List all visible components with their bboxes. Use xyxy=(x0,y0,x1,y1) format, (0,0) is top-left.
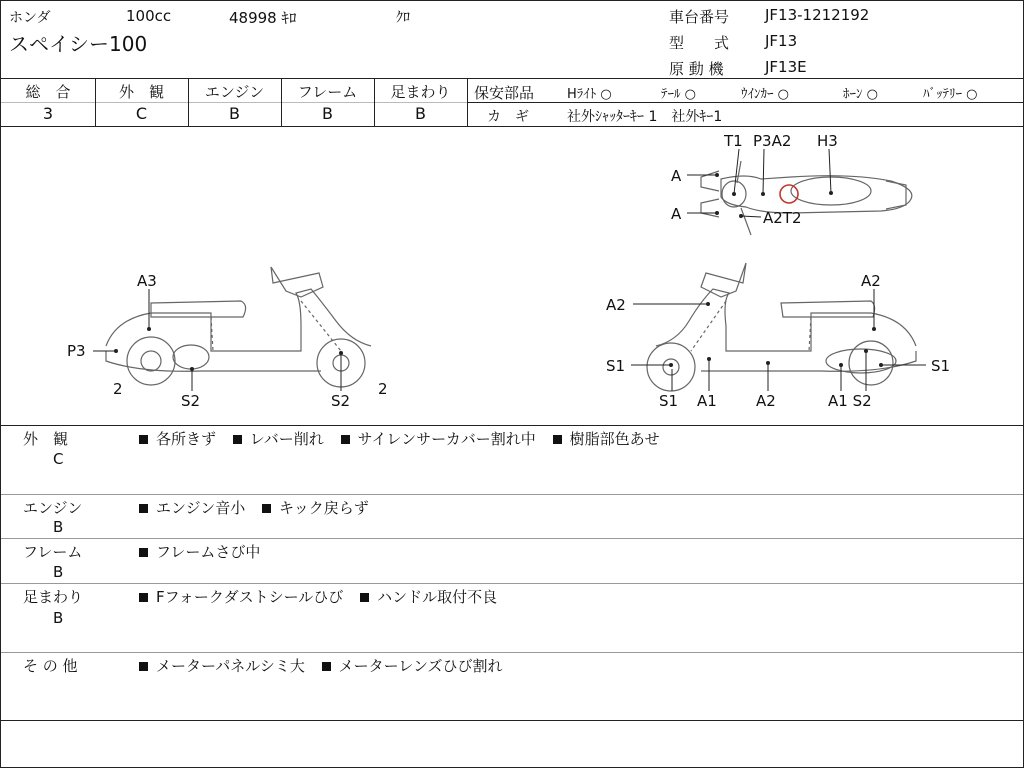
list-item: 樹脂部色あせ xyxy=(553,428,660,449)
label-p3a2: P3A2 xyxy=(753,132,792,150)
label-a-top2: A xyxy=(671,205,682,223)
model-name: スペイシー100 xyxy=(9,32,148,56)
divider xyxy=(1,494,1023,495)
mileage: 48998 ｷﾛ xyxy=(229,9,297,27)
safety-horn: ﾎｰﾝ ○ xyxy=(843,87,878,102)
list-item: Fフォークダストシールひび xyxy=(139,586,343,607)
note-other-label: そ の 他 xyxy=(23,657,78,675)
list-item: フレームさび中 xyxy=(139,541,260,562)
label-right-a2-left: A2 xyxy=(606,296,626,314)
divider xyxy=(1,652,1023,653)
list-item: キック戻らず xyxy=(262,497,369,518)
note-engine-grade: B xyxy=(53,518,64,536)
frame-no: JF13-1212192 xyxy=(765,6,870,24)
safety-winker: ｳｲﾝｶｰ ○ xyxy=(741,87,789,102)
label-left-2b: 2 xyxy=(378,380,388,398)
label-right-a2-bot: A2 xyxy=(756,392,776,410)
list-item: 各所きず xyxy=(139,428,216,449)
safety-headlight: Hﾗｲﾄ ○ xyxy=(567,87,612,102)
label-left-a3: A3 xyxy=(137,272,157,290)
list-item: メーターレンズひび割れ xyxy=(322,655,503,676)
exterior-grade: C xyxy=(135,104,148,123)
overall-label: 総 合 xyxy=(25,83,71,101)
type-value: JF13 xyxy=(765,32,798,50)
type-label: 型 式 xyxy=(669,34,730,52)
safety-battery: ﾊﾞｯﾃﾘｰ ○ xyxy=(923,87,978,102)
suspension-label: 足まわり xyxy=(390,83,451,101)
divider xyxy=(1,102,467,103)
label-left-s2b: S2 xyxy=(331,392,351,410)
note-engine-items xyxy=(139,497,381,518)
label-left-2a: 2 xyxy=(113,380,123,398)
divider xyxy=(1,538,1023,539)
label-a-top1: A xyxy=(671,167,682,185)
divider xyxy=(467,78,468,126)
safety-tail: ﾃｰﾙ ○ xyxy=(661,87,696,102)
exterior-label: 外 観 xyxy=(118,83,164,101)
label-right-s1-bot: S1 xyxy=(659,392,679,410)
safety-label: 保安部品 xyxy=(474,84,535,102)
note-frame-items xyxy=(139,541,272,562)
label-right-a1s2: A1 S2 xyxy=(828,392,872,410)
frame-label: フレーム xyxy=(297,83,358,101)
key-label: カ ギ xyxy=(487,109,529,125)
frame-no-label: 車台番号 xyxy=(669,8,730,26)
label-right-s1-right: S1 xyxy=(931,357,951,375)
engine-model-value: JF13E xyxy=(765,58,807,76)
damage-diagram xyxy=(1,127,1023,425)
note-suspension-label: 足まわり xyxy=(23,588,84,606)
label-right-a2-top: A2 xyxy=(861,272,881,290)
note-other-items xyxy=(139,655,515,676)
note-exterior-items xyxy=(139,428,672,449)
note-exterior-grade: C xyxy=(53,450,64,468)
color: ｸﾛ xyxy=(396,10,410,26)
displacement: 100cc xyxy=(126,7,172,25)
divider xyxy=(467,102,1023,103)
engine-model-label: 原 動 機 xyxy=(669,60,724,78)
label-h3: H3 xyxy=(817,132,838,150)
list-item: レバー削れ xyxy=(233,428,324,449)
divider xyxy=(1,720,1023,721)
label-left-s2a: S2 xyxy=(181,392,201,410)
suspension-grade: B xyxy=(415,104,426,123)
label-t1: T1 xyxy=(724,132,743,150)
label-right-a1: A1 xyxy=(697,392,717,410)
list-item: サイレンサーカバー割れ中 xyxy=(341,428,536,449)
frame-grade: B xyxy=(322,104,333,123)
note-suspension-grade: B xyxy=(53,609,64,627)
list-item: ハンドル取付不良 xyxy=(360,586,497,607)
damage-mark xyxy=(780,185,798,203)
maker: ホンダ xyxy=(9,10,51,26)
overall-grade: 3 xyxy=(42,104,54,123)
engine-grade: B xyxy=(229,104,240,123)
divider xyxy=(1,78,1023,79)
list-item: メーターパネルシミ大 xyxy=(139,655,305,676)
divider xyxy=(1,583,1023,584)
label-left-p3: P3 xyxy=(67,342,86,360)
label-right-s1-left: S1 xyxy=(606,357,626,375)
note-frame-grade: B xyxy=(53,563,64,581)
note-frame-label: フレーム xyxy=(23,543,83,561)
note-exterior-label: 外 観 xyxy=(23,430,69,448)
divider xyxy=(1,425,1023,426)
list-item: エンジン音小 xyxy=(139,497,245,518)
key-value: 社外ｼｬｯﾀｰｷｰ 1 社外ｷｰ1 xyxy=(567,109,723,125)
note-suspension-items xyxy=(139,586,509,607)
engine-label: エンジン xyxy=(204,83,265,101)
label-a2t2: A2T2 xyxy=(763,209,802,227)
scooter-top-view xyxy=(701,161,912,235)
note-engine-label: エンジン xyxy=(23,499,83,517)
